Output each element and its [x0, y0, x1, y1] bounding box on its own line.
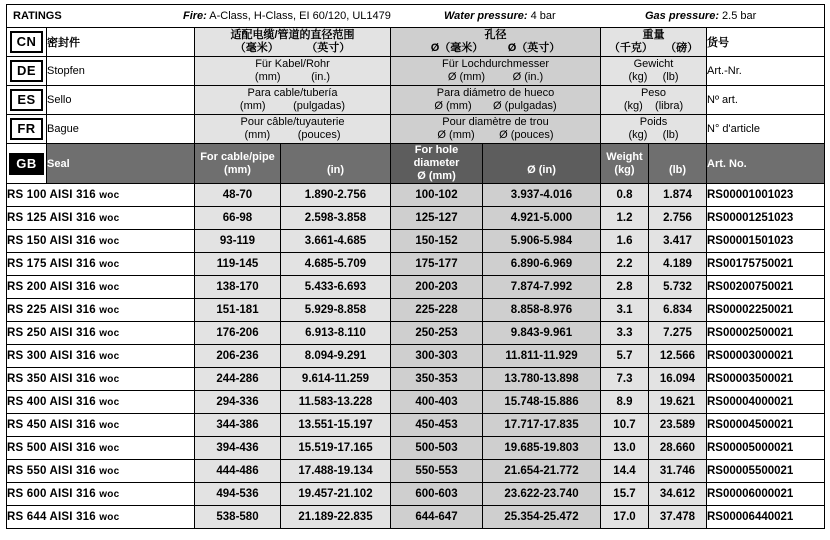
article-number: RS00006000021	[707, 483, 825, 506]
seal-suffix: woc	[99, 489, 120, 500]
hole-diameter-in: 11.811-11.929	[483, 345, 601, 368]
weight-kg: 2.8	[601, 276, 649, 299]
table-row	[7, 368, 825, 391]
article-number: RS00001501023	[707, 230, 825, 253]
cable-range-mm: 538-580	[195, 506, 281, 529]
rating-gas-label: Gas pressure:	[645, 10, 719, 22]
seal-suffix: woc	[99, 190, 120, 201]
hole-header-es	[391, 86, 601, 115]
hole-header-de-line2	[391, 71, 600, 84]
cable-range-in: 9.614-11.259	[281, 368, 391, 391]
weight-header-de	[601, 57, 707, 86]
seal-designation	[7, 345, 195, 368]
table-row	[7, 276, 825, 299]
hole-header-gb-mm: Ø (mm)	[417, 170, 456, 182]
cable-header-fr-line2	[195, 129, 390, 142]
weight-lb: 3.417	[649, 230, 707, 253]
seal-suffix: woc	[99, 351, 120, 362]
hole-diameter-mm: 300-303	[391, 345, 483, 368]
language-code-cn: CN	[10, 31, 44, 53]
hole-diameter-mm: 175-177	[391, 253, 483, 276]
table-row	[7, 414, 825, 437]
seal-designation	[7, 391, 195, 414]
hole-in-header-gb	[483, 144, 601, 184]
cable-range-in: 4.685-5.709	[281, 253, 391, 276]
cable-header-es-line2	[195, 100, 390, 113]
weight-kg: 8.9	[601, 391, 649, 414]
seal-designation	[7, 253, 195, 276]
weight-header-de-kg: (kg)	[628, 71, 648, 83]
article-number: RS00003500021	[707, 368, 825, 391]
rating-gas-pressure	[645, 10, 756, 22]
seal-designation	[7, 437, 195, 460]
seal-designation	[7, 299, 195, 322]
cable-range-mm: 344-386	[195, 414, 281, 437]
cable-header-es	[195, 86, 391, 115]
weight-lb: 31.746	[649, 460, 707, 483]
article-number: RS00200750021	[707, 276, 825, 299]
ratings-title: RATINGS	[13, 10, 62, 22]
seal-designation	[7, 184, 195, 207]
weight-kg: 3.1	[601, 299, 649, 322]
hole-header-de	[391, 57, 601, 86]
seal-designation-text: RS 225 AISI 316	[7, 304, 96, 316]
weight-kg: 1.6	[601, 230, 649, 253]
cable-header-es-mm: (mm)	[239, 100, 266, 112]
seal-suffix: woc	[99, 328, 120, 339]
hole-header-gb-in: Ø (in)	[527, 163, 556, 176]
hole-diameter-in: 19.685-19.803	[483, 437, 601, 460]
weight-header-fr-line2	[601, 129, 706, 142]
hole-header-cn-line1: 孔径	[484, 29, 507, 41]
seal-designation	[7, 368, 195, 391]
ratings-cell	[7, 5, 825, 28]
cable-range-mm: 48-70	[195, 184, 281, 207]
weight-lb: 23.589	[649, 414, 707, 437]
header-row-fr	[7, 115, 825, 144]
weight-header-de-line1: Gewicht	[633, 58, 674, 70]
seal-designation-text: RS 600 AISI 316	[7, 488, 96, 500]
weight-header-es-line2	[601, 100, 706, 113]
table-row	[7, 391, 825, 414]
seal-designation-text: RS 350 AISI 316	[7, 373, 96, 385]
weight-kg: 5.7	[601, 345, 649, 368]
article-number: RS00005500021	[707, 460, 825, 483]
cable-range-mm: 294-336	[195, 391, 281, 414]
hole-header-de-mm: Ø (mm)	[447, 71, 486, 83]
cable-range-in: 1.890-2.756	[281, 184, 391, 207]
seal-designation-text: RS 250 AISI 316	[7, 327, 96, 339]
artno-header-cn: 货号	[707, 28, 825, 57]
rating-fire	[183, 10, 418, 22]
seal-suffix: woc	[99, 305, 120, 316]
weight-header-cn-lb: （磅）	[665, 42, 699, 54]
table-row	[7, 460, 825, 483]
hole-diameter-mm: 225-228	[391, 299, 483, 322]
weight-kg: 17.0	[601, 506, 649, 529]
weight-header-cn-line2	[601, 42, 706, 55]
seal-suffix: woc	[99, 443, 120, 454]
header-row-de	[7, 57, 825, 86]
seal-designation-text: RS 300 AISI 316	[7, 350, 96, 362]
table-body	[7, 184, 825, 529]
weight-lb: 16.094	[649, 368, 707, 391]
cable-header-es-in: (pulgadas)	[293, 100, 346, 112]
language-tag-gb	[7, 144, 47, 184]
rating-fire-label: Fire:	[183, 10, 207, 22]
cable-in-header-gb	[281, 144, 391, 184]
hole-diameter-in: 4.921-5.000	[483, 207, 601, 230]
seal-designation-text: RS 175 AISI 316	[7, 258, 96, 270]
cable-header-cn	[195, 28, 391, 57]
table-row	[7, 483, 825, 506]
weight-header-gb-kg: (kg)	[614, 163, 635, 176]
table-row	[7, 437, 825, 460]
cable-range-in: 19.457-21.102	[281, 483, 391, 506]
cable-header-gb-spacer	[281, 151, 390, 164]
seal-designation-text: RS 550 AISI 316	[7, 465, 96, 477]
hole-header-fr-mm: Ø (mm)	[437, 129, 475, 141]
weight-lb: 2.756	[649, 207, 707, 230]
article-number: RS00005000021	[707, 437, 825, 460]
weight-kg: 0.8	[601, 184, 649, 207]
cable-range-in: 13.551-15.197	[281, 414, 391, 437]
cable-range-mm: 494-536	[195, 483, 281, 506]
weight-kg: 15.7	[601, 483, 649, 506]
article-number: RS00002500021	[707, 322, 825, 345]
cable-range-mm: 93-119	[195, 230, 281, 253]
cable-header-cn-line2	[195, 42, 390, 55]
hole-header-fr-in: Ø (pouces)	[499, 129, 554, 141]
weight-header-fr-line1: Poids	[639, 116, 668, 128]
seal-suffix: woc	[99, 420, 120, 431]
hole-diameter-in: 3.937-4.016	[483, 184, 601, 207]
cable-range-mm: 176-206	[195, 322, 281, 345]
seal-suffix: woc	[99, 374, 120, 385]
table-row	[7, 322, 825, 345]
cable-range-mm: 151-181	[195, 299, 281, 322]
hole-header-gb-line1: For hole diameter	[413, 144, 460, 169]
cable-range-mm: 138-170	[195, 276, 281, 299]
table-row	[7, 345, 825, 368]
hole-header-fr	[391, 115, 601, 144]
table-row	[7, 253, 825, 276]
article-number: RS00001001023	[707, 184, 825, 207]
table-row	[7, 230, 825, 253]
rating-fire-value: A-Class, H-Class, EI 60/120, UL1479	[209, 10, 391, 22]
weight-lb: 19.621	[649, 391, 707, 414]
seal-label-de: Stopfen	[47, 57, 195, 86]
weight-lb-header-gb	[649, 144, 707, 184]
seal-suffix: woc	[99, 282, 120, 293]
cable-header-de-mm: (mm)	[254, 71, 281, 83]
hole-diameter-in: 21.654-21.772	[483, 460, 601, 483]
weight-kg: 14.4	[601, 460, 649, 483]
weight-lb: 1.874	[649, 184, 707, 207]
hole-diameter-in: 23.622-23.740	[483, 483, 601, 506]
cable-range-in: 21.189-22.835	[281, 506, 391, 529]
hole-diameter-mm: 500-503	[391, 437, 483, 460]
article-number: RS00001251023	[707, 207, 825, 230]
weight-header-fr	[601, 115, 707, 144]
hole-diameter-in: 13.780-13.898	[483, 368, 601, 391]
seal-designation-text: RS 450 AISI 316	[7, 419, 96, 431]
seal-designation	[7, 207, 195, 230]
cable-range-in: 6.913-8.110	[281, 322, 391, 345]
header-row-es	[7, 86, 825, 115]
ratings-row	[7, 5, 825, 28]
seal-designation	[7, 230, 195, 253]
hole-diameter-mm: 150-152	[391, 230, 483, 253]
seal-designation-text: RS 500 AISI 316	[7, 442, 96, 454]
seal-designation-text: RS 400 AISI 316	[7, 396, 96, 408]
hole-diameter-in: 25.354-25.472	[483, 506, 601, 529]
hole-header-de-line1: Für Lochdurchmesser	[442, 58, 549, 70]
weight-header-fr-lb: (lb)	[662, 129, 679, 141]
rating-water-pressure	[444, 10, 619, 22]
seal-designation	[7, 276, 195, 299]
artno-header-de: Art.-Nr.	[707, 57, 825, 86]
language-tag-es	[7, 86, 47, 115]
cable-range-mm: 244-286	[195, 368, 281, 391]
cable-range-in: 11.583-13.228	[281, 391, 391, 414]
hole-diameter-in: 5.906-5.984	[483, 230, 601, 253]
cable-header-fr	[195, 115, 391, 144]
seal-specification-table	[6, 4, 825, 529]
cable-range-in: 3.661-4.685	[281, 230, 391, 253]
cable-range-in: 15.519-17.165	[281, 437, 391, 460]
cable-range-mm: 66-98	[195, 207, 281, 230]
cable-header-fr-line1: Pour câble/tuyauterie	[240, 116, 345, 128]
language-tag-cn	[7, 28, 47, 57]
hole-header-es-line2	[391, 100, 600, 113]
weight-kg: 7.3	[601, 368, 649, 391]
cable-header-gb-mm: (mm)	[224, 163, 251, 176]
table-row	[7, 506, 825, 529]
weight-header-gb-lb: (lb)	[668, 163, 687, 176]
header-row-cn	[7, 28, 825, 57]
cable-header-de-line1: Für Kabel/Rohr	[255, 58, 330, 70]
artno-header-es: Nº art.	[707, 86, 825, 115]
seal-label-fr: Bague	[47, 115, 195, 144]
seal-label-es: Sello	[47, 86, 195, 115]
seal-designation-text: RS 125 AISI 316	[7, 212, 96, 224]
weight-header-fr-kg: (kg)	[628, 129, 648, 141]
cable-range-in: 5.433-6.693	[281, 276, 391, 299]
seal-suffix: woc	[99, 213, 120, 224]
hole-header-fr-line2	[391, 129, 600, 142]
seal-designation	[7, 483, 195, 506]
weight-header-cn-line1: 重量	[642, 29, 665, 41]
seal-designation-text: RS 200 AISI 316	[7, 281, 96, 293]
hole-diameter-mm: 125-127	[391, 207, 483, 230]
hole-diameter-mm: 200-203	[391, 276, 483, 299]
hole-header-cn-in: Ø（英寸）	[507, 42, 561, 54]
seal-designation-text: RS 644 AISI 316	[7, 511, 96, 523]
weight-kg: 10.7	[601, 414, 649, 437]
hole-header-cn-mm: Ø（毫米）	[430, 42, 484, 54]
seal-designation-text: RS 150 AISI 316	[7, 235, 96, 247]
cable-header-de-in: (in.)	[311, 71, 331, 83]
seal-suffix: woc	[99, 466, 120, 477]
cable-header-de	[195, 57, 391, 86]
weight-header-de-lb: (lb)	[662, 71, 679, 83]
cable-range-in: 5.929-8.858	[281, 299, 391, 322]
hole-diameter-mm: 350-353	[391, 368, 483, 391]
weight-lb: 6.834	[649, 299, 707, 322]
cable-header-cn-in: （英寸）	[306, 42, 351, 54]
cable-header-fr-mm: (mm)	[244, 129, 271, 141]
weight-header-cn	[601, 28, 707, 57]
seal-label-cn: 密封件	[47, 28, 195, 57]
article-number: RS00175750021	[707, 253, 825, 276]
weight-kg-header-gb	[601, 144, 649, 184]
language-code-fr: FR	[10, 118, 42, 140]
cable-header-cn-line1: 适配电缆/管道的直径范围	[230, 29, 355, 41]
weight-lb: 4.189	[649, 253, 707, 276]
hole-diameter-in: 17.717-17.835	[483, 414, 601, 437]
cable-header-fr-in: (pouces)	[297, 129, 341, 141]
hole-mm-header-gb	[391, 144, 483, 184]
article-number: RS00004500021	[707, 414, 825, 437]
hole-header-es-in: Ø (pulgadas)	[493, 100, 557, 112]
hole-diameter-mm: 400-403	[391, 391, 483, 414]
language-code-es: ES	[10, 89, 42, 111]
cable-header-de-line2	[195, 71, 390, 84]
weight-header-es	[601, 86, 707, 115]
weight-lb: 7.275	[649, 322, 707, 345]
cable-range-mm: 444-486	[195, 460, 281, 483]
cable-header-es-line1: Para cable/tubería	[247, 87, 338, 99]
weight-lb: 5.732	[649, 276, 707, 299]
header-row-gb	[7, 144, 825, 184]
seal-suffix: woc	[99, 236, 120, 247]
hole-diameter-in: 15.748-15.886	[483, 391, 601, 414]
seal-designation	[7, 414, 195, 437]
hole-diameter-mm: 100-102	[391, 184, 483, 207]
cable-header-cn-mm: （毫米）	[234, 42, 279, 54]
table-row	[7, 299, 825, 322]
weight-lb: 34.612	[649, 483, 707, 506]
cable-range-mm: 119-145	[195, 253, 281, 276]
cable-range-mm: 206-236	[195, 345, 281, 368]
hole-header-cn	[391, 28, 601, 57]
article-number: RS00004000021	[707, 391, 825, 414]
cable-range-mm: 394-436	[195, 437, 281, 460]
seal-label-gb: Seal	[47, 144, 195, 184]
seal-designation-text: RS 100 AISI 316	[7, 189, 96, 201]
hole-diameter-mm: 644-647	[391, 506, 483, 529]
table-row	[7, 184, 825, 207]
hole-header-es-line1: Para diámetro de hueco	[436, 87, 555, 99]
hole-header-de-in: Ø (in.)	[512, 71, 544, 83]
weight-lb: 37.478	[649, 506, 707, 529]
cable-header-gb-in: (in)	[326, 163, 345, 176]
cable-header-gb-line1: For cable/pipe	[200, 150, 275, 163]
hole-diameter-in: 7.874-7.992	[483, 276, 601, 299]
seal-designation	[7, 322, 195, 345]
hole-diameter-mm: 600-603	[391, 483, 483, 506]
hole-diameter-in: 8.858-8.976	[483, 299, 601, 322]
weight-kg: 13.0	[601, 437, 649, 460]
language-code-gb: GB	[9, 153, 44, 175]
rating-water-value: 4 bar	[530, 10, 556, 22]
hole-header-es-mm: Ø (mm)	[434, 100, 472, 112]
hole-diameter-in: 9.843-9.961	[483, 322, 601, 345]
hole-diameter-mm: 550-553	[391, 460, 483, 483]
weight-header-cn-kg: （千克）	[608, 42, 653, 54]
artno-header-gb: Art. No.	[707, 144, 825, 184]
language-tag-de	[7, 57, 47, 86]
cable-range-in: 8.094-9.291	[281, 345, 391, 368]
weight-header-es-line1: Peso	[640, 87, 667, 99]
weight-kg: 2.2	[601, 253, 649, 276]
artno-header-fr: N° d'article	[707, 115, 825, 144]
language-tag-fr	[7, 115, 47, 144]
weight-kg: 3.3	[601, 322, 649, 345]
rating-water-label: Water pressure:	[444, 10, 528, 22]
language-code-de: DE	[10, 60, 43, 82]
weight-header-gb-spacer	[649, 151, 706, 164]
article-number: RS00003000021	[707, 345, 825, 368]
hole-diameter-in: 6.890-6.969	[483, 253, 601, 276]
weight-lb: 12.566	[649, 345, 707, 368]
hole-diameter-mm: 250-253	[391, 322, 483, 345]
table-row	[7, 207, 825, 230]
article-number: RS00006440021	[707, 506, 825, 529]
cable-mm-header-gb	[195, 144, 281, 184]
weight-header-es-kg: (kg)	[623, 100, 643, 112]
weight-kg: 1.2	[601, 207, 649, 230]
hole-header-gb-spacer	[483, 151, 600, 164]
cable-range-in: 2.598-3.858	[281, 207, 391, 230]
hole-header-cn-line2	[391, 42, 600, 55]
weight-header-gb-line1: Weight	[606, 150, 643, 163]
seal-designation	[7, 460, 195, 483]
weight-header-es-lb: (libra)	[655, 100, 684, 112]
seal-suffix: woc	[99, 512, 120, 523]
weight-lb: 28.660	[649, 437, 707, 460]
seal-designation	[7, 506, 195, 529]
seal-suffix: woc	[99, 397, 120, 408]
seal-suffix: woc	[99, 259, 120, 270]
hole-header-fr-line1: Pour diamètre de trou	[442, 116, 549, 128]
cable-range-in: 17.488-19.134	[281, 460, 391, 483]
rating-gas-value: 2.5 bar	[722, 10, 757, 22]
weight-header-de-line2	[601, 71, 706, 84]
hole-diameter-mm: 450-453	[391, 414, 483, 437]
article-number: RS00002250021	[707, 299, 825, 322]
